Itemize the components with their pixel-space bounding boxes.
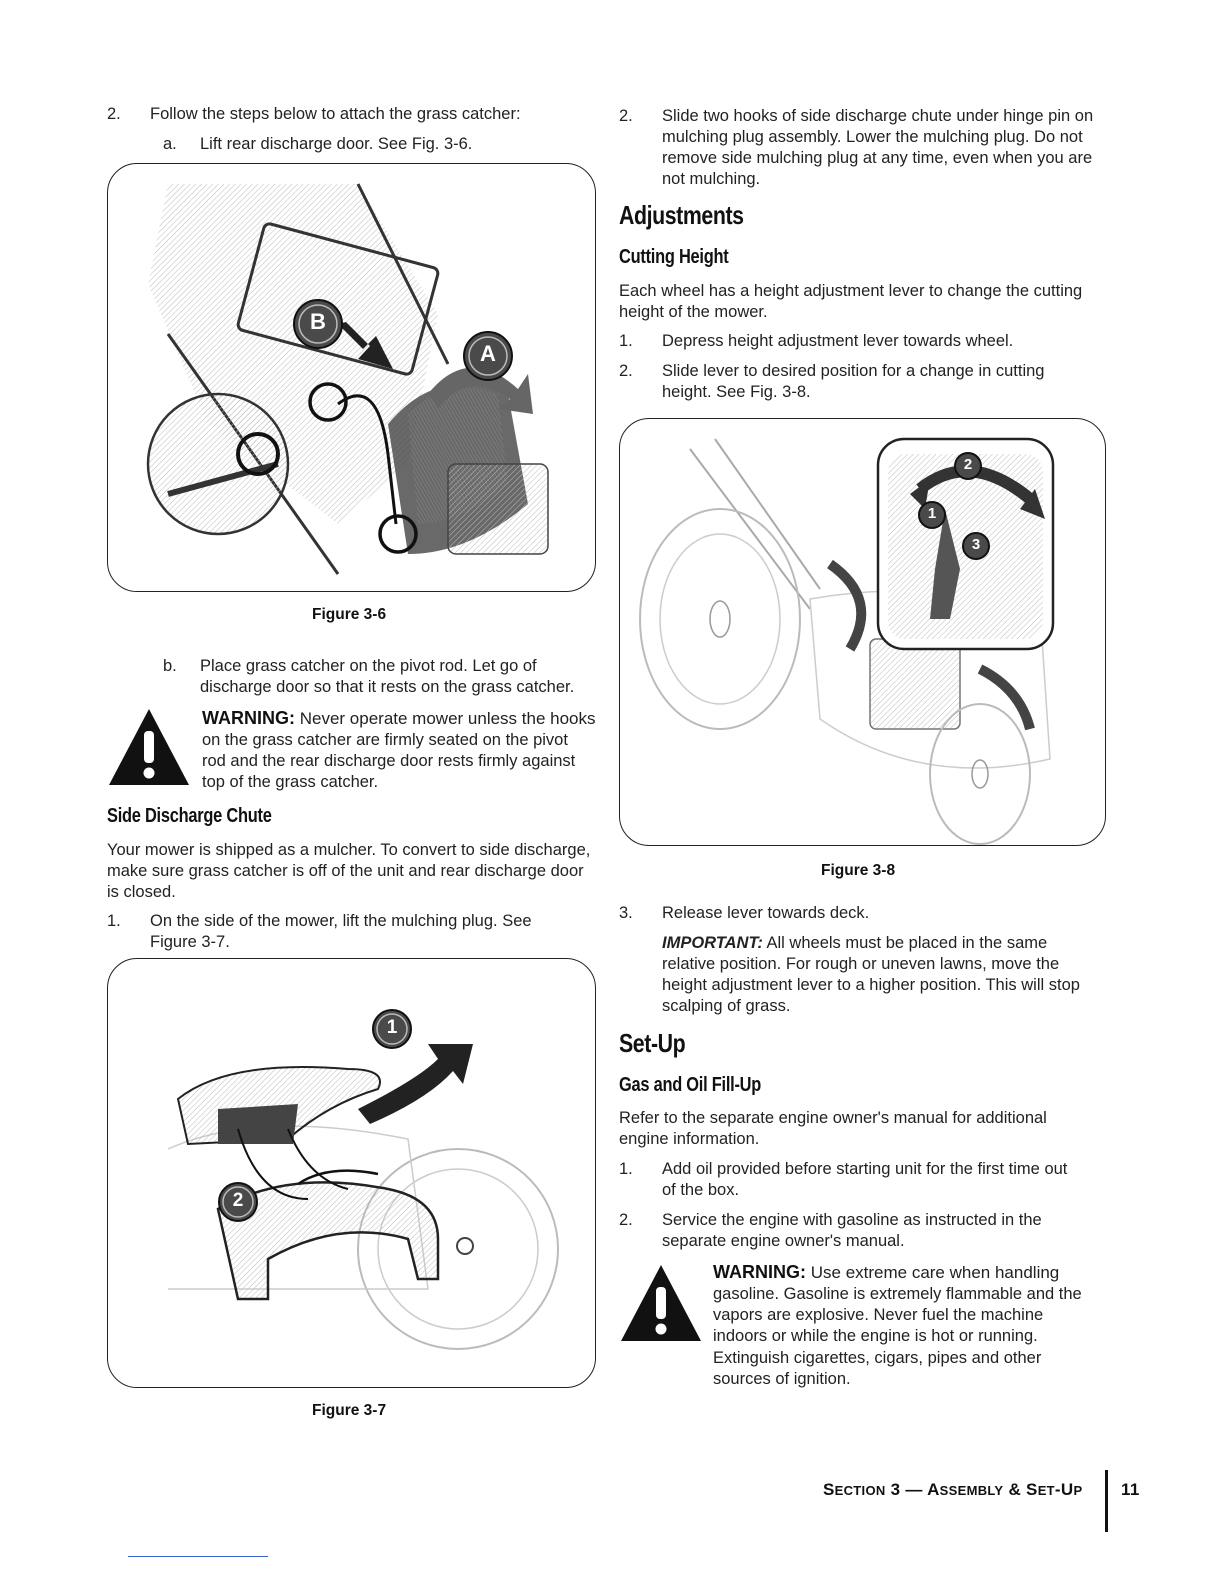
warning-1-line3: rod and the rear discharge door rests firmly against [202,752,576,770]
cutting-step-1-number: 1. [619,332,633,350]
figure-3-6-caption: Figure 3-6 [312,606,387,623]
gas-oil-para-line1: Refer to the separate engine owner's manual for additional [619,1109,1047,1127]
gas-oil-heading: Gas and Oil Fill-Up [619,1074,762,1096]
step-2b-number: b. [163,657,177,675]
footer-section-num: 3 — [890,1480,923,1499]
figure-3-8-caption: Figure 3-8 [821,862,896,879]
cutting-step-2-number: 2. [619,362,633,380]
step-2-text: Follow the steps below to attach the grass catcher: [150,105,521,123]
step-2a-text: Lift rear discharge door. See Fig. 3-6. [200,135,473,153]
gas-step-2-line2: separate engine owner's manual. [662,1232,905,1250]
cutting-height-para-line1: Each wheel has a height adjustment lever to change the cutting [619,282,1083,300]
callout-2-label: 2 [232,1190,244,1211]
gas-step-2-number: 2. [619,1211,633,1229]
warning-2-line5: Extinguish cigarettes, cigars, pipes and other [713,1349,1042,1367]
warning-2-title: WARNING: [713,1262,806,1282]
step-2-number: 2. [107,105,121,123]
side-discharge-para-line1: Your mower is shipped as a mulcher. To convert to side discharge, [107,841,591,859]
cutting-step-3-text: Release lever towards deck. [662,904,870,922]
footer-set-s: S [1026,1480,1038,1499]
right-step-2-line1: Slide two hooks of side discharge chute under hinge pin on [662,107,1094,125]
gas-step-2-line1: Service the engine with gasoline as instructed in the [662,1211,1042,1229]
side-discharge-heading: Side Discharge Chute [107,805,272,827]
cutting-step-3-number: 3. [619,904,633,922]
figure-3-7-illustration [107,958,596,1388]
important-line4: scalping of grass. [662,997,791,1015]
important-line1 [662,933,1047,955]
right-step-2-line2: mulching plug assembly. Lower the mulching plug. Do not [662,128,1083,146]
section-footer [823,1480,1082,1500]
callout-1-label: 1 [386,1017,398,1038]
important-label: IMPORTANT: [662,934,763,952]
warning-1-line1 [202,708,596,730]
footer-amp: & [1008,1480,1022,1499]
gas-step-1-line1: Add oil provided before starting unit for the first time out [662,1160,1068,1178]
gas-step-1-number: 1. [619,1160,633,1178]
callout-a-label: A [480,341,496,366]
footer-a: A [927,1480,940,1499]
callout-b-label: B [310,309,326,334]
warning-2-line6: sources of ignition. [713,1370,851,1388]
page-number: 11 [1121,1480,1140,1499]
fig38-callout-1-label: 1 [927,505,937,522]
fig38-callout-2-label: 2 [963,456,973,473]
important-line1-text: All wheels must be placed in the same [766,934,1048,952]
figure-3-6-illustration [107,163,596,592]
gas-oil-para-line2: engine information. [619,1130,760,1148]
setup-heading: Set-Up [619,1028,686,1058]
warning-1-title: WARNING: [202,708,295,728]
footer-dash-u: -U [1054,1480,1074,1499]
warning-1-line4: top of the grass catcher. [202,773,379,791]
footer-s: S [823,1480,835,1499]
footer-p: P [1073,1483,1083,1498]
side-step-1-number: 1. [107,912,121,930]
figure-3-7-caption: Figure 3-7 [312,1402,387,1419]
step-2a-number: a. [163,135,177,153]
footer-ection: ECTION [834,1483,886,1498]
warning-2-line1-text: Use extreme care when handling [810,1263,1060,1282]
footer-et: ET [1037,1483,1055,1498]
warning-1-line2: on the grass catcher are firmly seated on the pivot [202,731,568,749]
footer-divider [1105,1470,1108,1532]
cutting-step-1-text: Depress height adjustment lever towards wheel. [662,332,1014,350]
side-discharge-para-line2: make sure grass catcher is off of the unit and rear discharge door [107,862,584,880]
warning-triangle-icon [619,1263,703,1343]
cutting-step-2-line1: Slide lever to desired position for a change in cutting [662,362,1045,380]
step-2b-line1: Place grass catcher on the pivot rod. Let go of [200,657,537,675]
warning-2-line4: indoors or while the engine is hot or running. [713,1327,1038,1345]
warning-2-line2: gasoline. Gasoline is extremely flammable and the [713,1285,1082,1303]
fig38-callout-3-label: 3 [971,536,981,553]
cutting-height-heading: Cutting Height [619,246,729,268]
bottom-link-underline [128,1556,268,1557]
cutting-step-2-line2: height. See Fig. 3-8. [662,383,811,401]
warning-1-line1-text: Never operate mower unless the hooks [299,709,596,728]
figure-3-8-drawing [620,419,1105,845]
important-line2: relative position. For rough or uneven lawns, move the [662,955,1060,973]
important-line3: height adjustment lever to a higher position. This will stop [662,976,1080,994]
side-step-1-line1: On the side of the mower, lift the mulching plug. See [150,912,532,930]
side-step-1-line2: Figure 3-7. [150,933,230,951]
right-step-2-number: 2. [619,107,633,125]
side-discharge-para-line3: is closed. [107,883,176,901]
warning-triangle-icon [107,707,191,787]
figure-3-6-drawing [108,164,595,591]
cutting-height-para-line2: height of the mower. [619,303,768,321]
adjustments-heading: Adjustments [619,200,744,230]
warning-2-line1 [713,1262,1059,1284]
step-2b-line2: discharge door so that it rests on the grass catcher. [200,678,575,696]
warning-2-line3: vapors are explosive. Never fuel the machine [713,1306,1044,1324]
figure-3-8-illustration [619,418,1106,846]
right-step-2-line4: not mulching. [662,170,761,188]
figure-3-7-drawing [108,959,595,1387]
right-step-2-line3: remove side mulching plug at any time, even when you are [662,149,1093,167]
footer-ssembly: SSEMBLY [939,1483,1004,1498]
gas-step-1-line2: of the box. [662,1181,740,1199]
